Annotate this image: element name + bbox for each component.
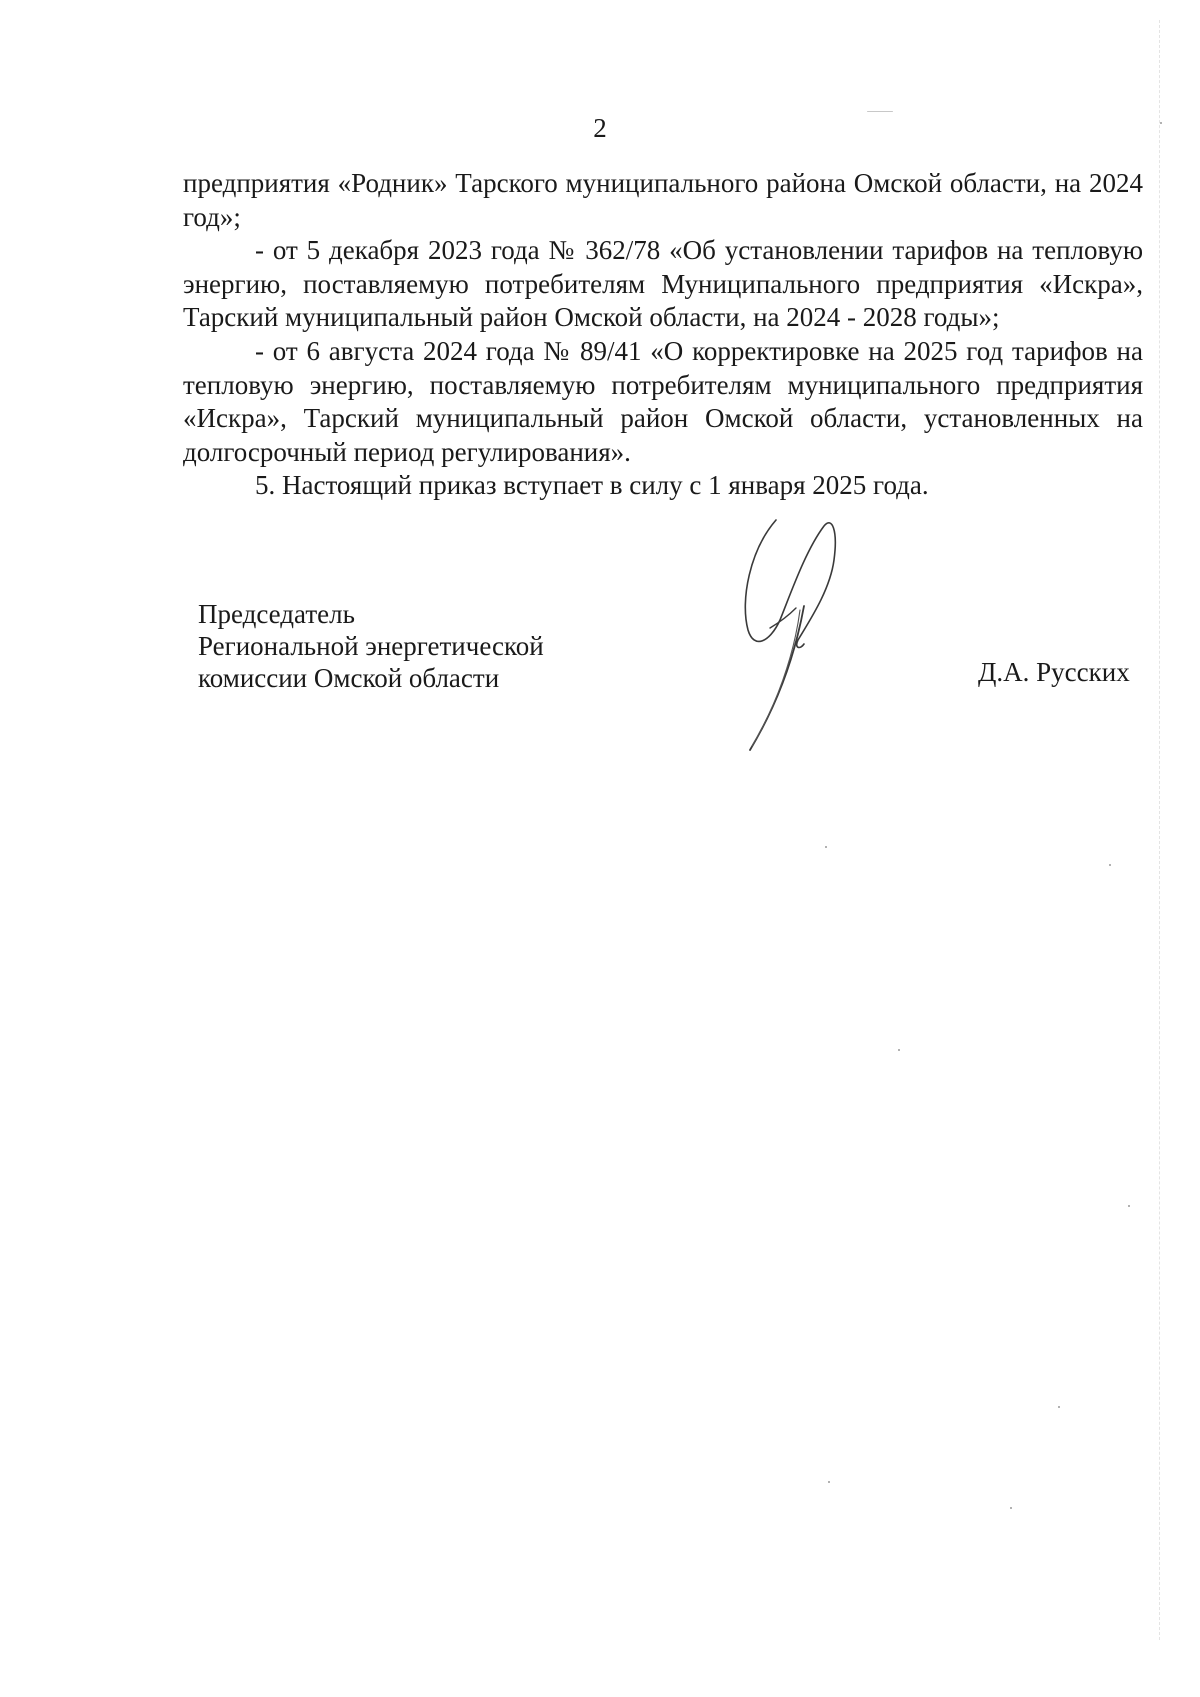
scan-speck xyxy=(828,1481,830,1483)
scan-speck xyxy=(1160,122,1162,124)
signer-position-line: комиссии Омской области xyxy=(198,663,500,693)
scan-speck xyxy=(1109,864,1111,866)
scan-edge xyxy=(1158,20,1160,1640)
scan-speck xyxy=(1010,1507,1012,1509)
page-number: 2 xyxy=(593,113,607,143)
signer-name: Д.А. Русских xyxy=(978,657,1130,687)
paragraph: - от 5 декабря 2023 года № 362/78 «Об установлении тарифов на тепловую энергию, поставляемую потребителям Муниципального предприятия «Искра», Тарский муниципальный район Омской области, на 2024 - 2028 годы»; xyxy=(183,235,1143,333)
scan-speck xyxy=(1128,1205,1130,1207)
paragraph: 5. Настоящий приказ вступает в силу с 1 января 2025 года. xyxy=(255,470,929,501)
paragraph: предприятия «Родник» Тарского муниципального района Омской области, на 2024 год»; xyxy=(183,168,1143,232)
scan-speck xyxy=(1058,1406,1060,1408)
scan-speck xyxy=(825,846,827,848)
handwritten-signature xyxy=(740,510,870,760)
signer-position-line: Председатель xyxy=(198,599,355,629)
scan-speck xyxy=(898,1049,900,1051)
scan-speck xyxy=(867,111,893,112)
signer-position-line: Региональной энергетической xyxy=(198,631,544,661)
signer-position xyxy=(198,598,544,694)
paragraph: - от 6 августа 2024 года № 89/41 «О корректировке на 2025 год тарифов на тепловую энергию, поставляемую потребителям муниципального предприятия «Искра», Тарский муниципальный район Омской области, установленных на долгосрочный период регулирования». xyxy=(183,335,1143,467)
document-body xyxy=(183,167,1143,503)
